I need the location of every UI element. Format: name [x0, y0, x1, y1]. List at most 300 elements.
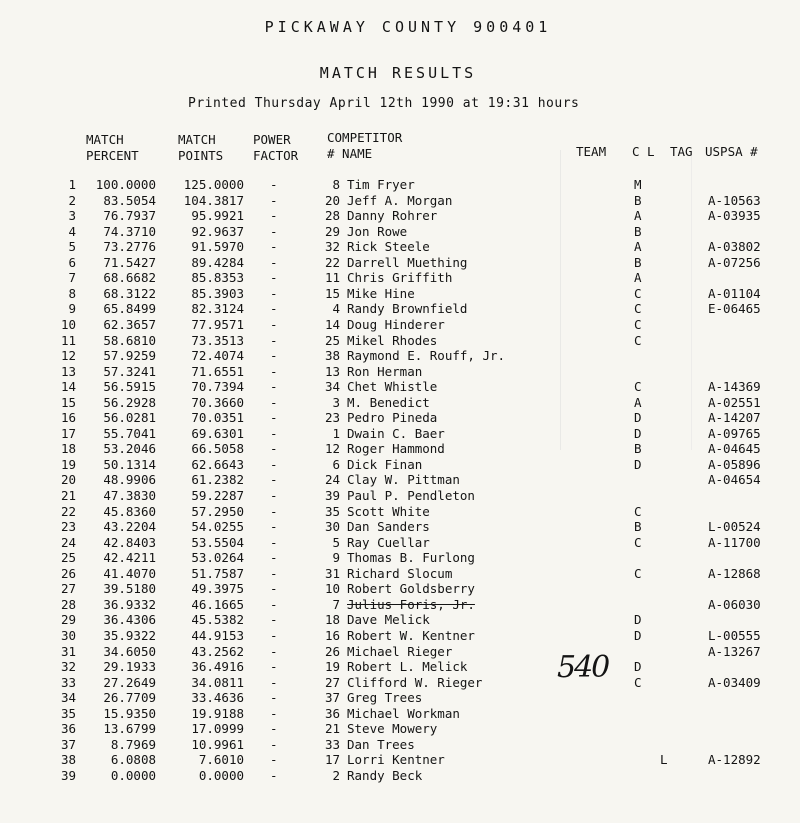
- result-row: [0, 301, 800, 317]
- lady: L: [660, 752, 668, 768]
- match-points: 91.5970: [191, 239, 244, 255]
- competitor-name: Michael Rieger: [347, 643, 453, 659]
- competitor-name: Richard Slocum: [347, 565, 453, 581]
- class: C: [634, 316, 642, 332]
- header-match-points: MATCH POINTS: [178, 132, 224, 163]
- power-factor: -: [270, 316, 278, 332]
- result-row: [0, 208, 800, 224]
- class: C: [634, 534, 642, 550]
- place-number: 27: [60, 581, 76, 597]
- place-number: 33: [60, 674, 76, 690]
- place-number: 7: [68, 270, 76, 286]
- match-percent: 53.2046: [103, 441, 156, 457]
- competitor-name: Robert L. Melick: [347, 659, 468, 675]
- competitor-name: Scott White: [347, 503, 430, 519]
- uspsa-number: A-03409: [708, 674, 761, 690]
- uspsa-number: A-04645: [708, 441, 761, 457]
- match-percent: 100.0000: [95, 177, 156, 192]
- power-factor: -: [270, 363, 278, 379]
- match-points: 44.9153: [191, 627, 244, 643]
- place-number: 20: [60, 472, 76, 488]
- uspsa-number: A-04654: [708, 472, 761, 488]
- power-factor: -: [270, 425, 278, 441]
- match-percent: 41.4070: [103, 565, 156, 581]
- competitor-number: 15: [324, 285, 340, 301]
- competitor-name: Dan Trees: [347, 736, 415, 752]
- match-percent: 13.6799: [103, 721, 156, 737]
- match-points: 53.5504: [191, 534, 244, 550]
- match-percent: 83.5054: [103, 192, 156, 208]
- match-points: 85.3903: [191, 285, 244, 301]
- competitor-number: 5: [332, 534, 340, 550]
- competitor-name: Greg Trees: [347, 690, 423, 706]
- competitor-number: 7: [332, 596, 340, 612]
- match-points: 70.7394: [191, 379, 244, 395]
- result-row: [0, 426, 800, 442]
- match-points: 33.4636: [191, 690, 244, 706]
- match-points: 70.3660: [191, 394, 244, 410]
- place-number: 17: [60, 425, 76, 441]
- competitor-number: 21: [324, 721, 340, 737]
- power-factor: -: [270, 301, 278, 317]
- result-row: [0, 488, 800, 504]
- competitor-name: Rick Steele: [347, 239, 430, 255]
- competitor-number: 12: [324, 441, 340, 457]
- competitor-number: 36: [324, 705, 340, 721]
- power-factor: -: [270, 441, 278, 457]
- power-factor: -: [270, 534, 278, 550]
- power-factor: -: [270, 643, 278, 659]
- uspsa-number: A-12868: [708, 565, 761, 581]
- result-row: [0, 193, 800, 209]
- result-row: [0, 581, 800, 597]
- uspsa-number: A-02551: [708, 394, 761, 410]
- match-percent: 71.5427: [103, 254, 156, 270]
- competitor-number: 24: [324, 472, 340, 488]
- competitor-number: 35: [324, 503, 340, 519]
- competitor-name: Robert W. Kentner: [347, 627, 475, 643]
- competitor-number: 20: [324, 192, 340, 208]
- uspsa-number: A-13267: [708, 643, 761, 659]
- place-number: 15: [60, 394, 76, 410]
- match-points: 89.4284: [191, 254, 244, 270]
- match-points: 45.5382: [191, 612, 244, 628]
- result-row: [0, 768, 800, 784]
- competitor-number: 14: [324, 316, 340, 332]
- power-factor: -: [270, 550, 278, 566]
- class: B: [634, 519, 642, 535]
- competitor-name: Paul P. Pendleton: [347, 488, 475, 503]
- competitor-number: 30: [324, 519, 340, 535]
- place-number: 2: [68, 192, 76, 208]
- place-number: 14: [60, 379, 76, 395]
- uspsa-number: A-14369: [708, 379, 761, 395]
- result-row: [0, 177, 800, 193]
- uspsa-number: A-07256: [708, 254, 761, 270]
- power-factor: -: [270, 239, 278, 255]
- result-row: [0, 286, 800, 302]
- match-points: 71.6551: [191, 363, 244, 379]
- class: M: [634, 177, 642, 192]
- power-factor: -: [270, 581, 278, 597]
- competitor-name: Randy Brownfield: [347, 301, 468, 317]
- printed-timestamp: Printed Thursday April 12th 1990 at 19:31 hours: [188, 96, 580, 111]
- match-points: 95.9921: [191, 208, 244, 224]
- match-points: 17.0999: [191, 721, 244, 737]
- class: D: [634, 612, 642, 628]
- competitor-name: Michael Workman: [347, 705, 460, 721]
- place-number: 28: [60, 596, 76, 612]
- match-percent: 34.6050: [103, 643, 156, 659]
- match-points: 46.1665: [191, 596, 244, 612]
- match-percent: 56.2928: [103, 394, 156, 410]
- competitor-number: 17: [324, 752, 340, 768]
- match-percent: 15.9350: [103, 705, 156, 721]
- uspsa-number: A-14207: [708, 410, 761, 426]
- match-percent: 68.6682: [103, 270, 156, 286]
- match-percent: 47.3830: [103, 488, 156, 503]
- match-points: 70.0351: [191, 410, 244, 426]
- match-percent: 55.7041: [103, 425, 156, 441]
- competitor-name: Roger Hammond: [347, 441, 445, 457]
- uspsa-number: A-09765: [708, 425, 761, 441]
- place-number: 25: [60, 550, 76, 566]
- result-row: [0, 472, 800, 488]
- power-factor: -: [270, 519, 278, 535]
- result-row: [0, 752, 800, 768]
- results-title: MATCH RESULTS: [319, 64, 477, 82]
- competitor-number: 26: [324, 643, 340, 659]
- match-points: 73.3513: [191, 332, 244, 348]
- match-percent: 48.9906: [103, 472, 156, 488]
- class: D: [634, 410, 642, 426]
- result-row: [0, 317, 800, 333]
- competitor-number: 3: [332, 394, 340, 410]
- power-factor: -: [270, 612, 278, 628]
- uspsa-number: A-01104: [708, 285, 761, 301]
- class: C: [634, 565, 642, 581]
- result-row: [0, 504, 800, 520]
- class: C: [634, 674, 642, 690]
- match-percent: 36.9332: [103, 596, 156, 612]
- power-factor: -: [270, 752, 278, 768]
- class: A: [634, 270, 642, 286]
- uspsa-number: E-06465: [708, 301, 761, 317]
- place-number: 38: [60, 752, 76, 768]
- match-points: 19.9188: [191, 705, 244, 721]
- class: A: [634, 239, 642, 255]
- class: D: [634, 627, 642, 643]
- power-factor: -: [270, 410, 278, 426]
- power-factor: -: [270, 472, 278, 488]
- competitor-number: 6: [332, 456, 340, 472]
- result-row: [0, 239, 800, 255]
- result-row: [0, 379, 800, 395]
- power-factor: -: [270, 503, 278, 519]
- class: C: [634, 503, 642, 519]
- power-factor: -: [270, 348, 278, 364]
- match-points: 62.6643: [191, 456, 244, 472]
- class: B: [634, 441, 642, 457]
- uspsa-number: A-05896: [708, 456, 761, 472]
- competitor-name: Dwain C. Baer: [347, 425, 445, 441]
- power-factor: -: [270, 394, 278, 410]
- match-percent: 68.3122: [103, 285, 156, 301]
- match-percent: 26.7709: [103, 690, 156, 706]
- class: C: [634, 379, 642, 395]
- result-row: [0, 597, 800, 613]
- power-factor: -: [270, 177, 278, 192]
- competitor-name: Chet Whistle: [347, 379, 438, 395]
- class: C: [634, 301, 642, 317]
- competitor-name: Randy Beck: [347, 767, 423, 783]
- competitor-name: Steve Mowery: [347, 721, 438, 737]
- class: D: [634, 425, 642, 441]
- class: B: [634, 254, 642, 270]
- match-points: 34.0811: [191, 674, 244, 690]
- result-row: [0, 395, 800, 411]
- competitor-name: Ron Herman: [347, 363, 423, 379]
- power-factor: -: [270, 596, 278, 612]
- match-percent: 29.1933: [103, 659, 156, 675]
- result-row: [0, 566, 800, 582]
- competitor-number: 2: [332, 767, 340, 783]
- match-points: 104.3817: [183, 192, 244, 208]
- power-factor: -: [270, 285, 278, 301]
- match-percent: 57.9259: [103, 348, 156, 364]
- power-factor: -: [270, 456, 278, 472]
- place-number: 30: [60, 627, 76, 643]
- match-points: 54.0255: [191, 519, 244, 535]
- place-number: 23: [60, 519, 76, 535]
- place-number: 36: [60, 721, 76, 737]
- match-points: 92.9637: [191, 223, 244, 239]
- match-points: 85.8353: [191, 270, 244, 286]
- match-points: 125.0000: [183, 177, 244, 192]
- match-points: 10.9961: [191, 736, 244, 752]
- county-title: PICKAWAY COUNTY 900401: [264, 18, 552, 36]
- power-factor: -: [270, 767, 278, 783]
- competitor-number: 13: [324, 363, 340, 379]
- place-number: 31: [60, 643, 76, 659]
- competitor-number: 1: [332, 425, 340, 441]
- result-row: [0, 535, 800, 551]
- place-number: 5: [68, 239, 76, 255]
- result-row: [0, 348, 800, 364]
- place-number: 19: [60, 456, 76, 472]
- competitor-number: 22: [324, 254, 340, 270]
- class: C: [634, 332, 642, 348]
- power-factor: -: [270, 736, 278, 752]
- result-row: [0, 659, 800, 675]
- result-row: [0, 690, 800, 706]
- power-factor: -: [270, 488, 278, 503]
- competitor-name: Julius Foris, Jr.: [347, 596, 475, 612]
- competitor-number: 31: [324, 565, 340, 581]
- competitor-name: Raymond E. Rouff, Jr.: [347, 348, 506, 364]
- power-factor: -: [270, 332, 278, 348]
- place-number: 13: [60, 363, 76, 379]
- place-number: 32: [60, 659, 76, 675]
- match-percent: 39.5180: [103, 581, 156, 597]
- match-points: 51.7587: [191, 565, 244, 581]
- competitor-name: Doug Hinderer: [347, 316, 445, 332]
- competitor-number: 9: [332, 550, 340, 566]
- match-points: 66.5058: [191, 441, 244, 457]
- competitor-number: 23: [324, 410, 340, 426]
- header-class-lady: C L: [632, 144, 655, 159]
- handwritten-note: 540: [557, 650, 609, 685]
- competitor-number: 33: [324, 736, 340, 752]
- match-percent: 6.0808: [110, 752, 156, 768]
- match-percent: 45.8360: [103, 503, 156, 519]
- header-match-percent: MATCH PERCENT: [86, 132, 139, 163]
- competitor-number: 11: [324, 270, 340, 286]
- result-row: [0, 270, 800, 286]
- place-number: 3: [68, 208, 76, 224]
- match-percent: 62.3657: [103, 316, 156, 332]
- result-row: [0, 519, 800, 535]
- competitor-number: 16: [324, 627, 340, 643]
- power-factor: -: [270, 270, 278, 286]
- competitor-number: 4: [332, 301, 340, 317]
- place-number: 26: [60, 565, 76, 581]
- match-points: 61.2382: [191, 472, 244, 488]
- place-number: 37: [60, 736, 76, 752]
- power-factor: -: [270, 627, 278, 643]
- result-row: [0, 644, 800, 660]
- place-number: 4: [68, 223, 76, 239]
- competitor-name: Robert Goldsberry: [347, 581, 475, 597]
- competitor-number: 38: [324, 348, 340, 364]
- result-row: [0, 410, 800, 426]
- power-factor: -: [270, 721, 278, 737]
- place-number: 22: [60, 503, 76, 519]
- competitor-name: Jeff A. Morgan: [347, 192, 453, 208]
- class: A: [634, 208, 642, 224]
- header-competitor: COMPETITOR # NAME: [327, 130, 403, 161]
- match-percent: 76.7937: [103, 208, 156, 224]
- match-points: 43.2562: [191, 643, 244, 659]
- result-row: [0, 333, 800, 349]
- match-points: 7.6010: [198, 752, 244, 768]
- competitor-name: Thomas B. Furlong: [347, 550, 475, 566]
- uspsa-number: A-11700: [708, 534, 761, 550]
- uspsa-number: L-00555: [708, 627, 761, 643]
- place-number: 8: [68, 285, 76, 301]
- result-row: [0, 224, 800, 240]
- power-factor: -: [270, 674, 278, 690]
- header-power-factor: POWER FACTOR: [253, 132, 299, 163]
- match-points: 49.3975: [191, 581, 244, 597]
- competitor-name: Danny Rohrer: [347, 208, 438, 224]
- power-factor: -: [270, 223, 278, 239]
- place-number: 6: [68, 254, 76, 270]
- uspsa-number: A-03935: [708, 208, 761, 224]
- match-percent: 58.6810: [103, 332, 156, 348]
- result-row: [0, 706, 800, 722]
- result-row: [0, 255, 800, 271]
- power-factor: -: [270, 565, 278, 581]
- match-percent: 57.3241: [103, 363, 156, 379]
- competitor-name: M. Benedict: [347, 394, 430, 410]
- competitor-number: 8: [332, 177, 340, 192]
- class: D: [634, 659, 642, 675]
- power-factor: -: [270, 192, 278, 208]
- competitor-name: Tim Fryer: [347, 177, 415, 192]
- competitor-number: 19: [324, 659, 340, 675]
- place-number: 1: [68, 177, 76, 192]
- competitor-number: 37: [324, 690, 340, 706]
- competitor-number: 27: [324, 674, 340, 690]
- place-number: 18: [60, 441, 76, 457]
- match-points: 57.2950: [191, 503, 244, 519]
- match-percent: 36.4306: [103, 612, 156, 628]
- competitor-name: Darrell Muething: [347, 254, 468, 270]
- match-percent: 27.2649: [103, 674, 156, 690]
- competitor-number: 25: [324, 332, 340, 348]
- result-row: [0, 457, 800, 473]
- match-points: 59.2287: [191, 488, 244, 503]
- match-percent: 50.1314: [103, 456, 156, 472]
- place-number: 39: [60, 767, 76, 783]
- place-number: 29: [60, 612, 76, 628]
- uspsa-number: L-00524: [708, 519, 761, 535]
- place-number: 35: [60, 705, 76, 721]
- competitor-name: Mikel Rhodes: [347, 332, 438, 348]
- competitor-name: Dave Melick: [347, 612, 430, 628]
- match-percent: 74.3710: [103, 223, 156, 239]
- place-number: 10: [60, 316, 76, 332]
- class: B: [634, 192, 642, 208]
- match-points: 72.4074: [191, 348, 244, 364]
- competitor-number: 39: [324, 488, 340, 503]
- header-uspsa: USPSA #: [705, 144, 758, 159]
- match-percent: 43.2204: [103, 519, 156, 535]
- match-percent: 8.7969: [110, 736, 156, 752]
- match-points: 77.9571: [191, 316, 244, 332]
- power-factor: -: [270, 690, 278, 706]
- result-row: [0, 721, 800, 737]
- place-number: 12: [60, 348, 76, 364]
- class: D: [634, 456, 642, 472]
- competitor-name: Chris Griffith: [347, 270, 453, 286]
- uspsa-number: A-06030: [708, 596, 761, 612]
- competitor-number: 18: [324, 612, 340, 628]
- match-percent: 42.4211: [103, 550, 156, 566]
- place-number: 34: [60, 690, 76, 706]
- match-percent: 65.8499: [103, 301, 156, 317]
- competitor-name: Mike Hine: [347, 285, 415, 301]
- class: C: [634, 285, 642, 301]
- uspsa-number: A-12892: [708, 752, 761, 768]
- place-number: 16: [60, 410, 76, 426]
- power-factor: -: [270, 659, 278, 675]
- power-factor: -: [270, 208, 278, 224]
- competitor-name: Dick Finan: [347, 456, 423, 472]
- header-tag: TAG: [670, 144, 693, 159]
- competitor-name: Lorri Kentner: [347, 752, 445, 768]
- match-points: 82.3124: [191, 301, 244, 317]
- result-row: [0, 364, 800, 380]
- match-percent: 73.2776: [103, 239, 156, 255]
- class: B: [634, 223, 642, 239]
- place-number: 24: [60, 534, 76, 550]
- result-row: [0, 737, 800, 753]
- match-points: 36.4916: [191, 659, 244, 675]
- result-row: [0, 441, 800, 457]
- power-factor: -: [270, 705, 278, 721]
